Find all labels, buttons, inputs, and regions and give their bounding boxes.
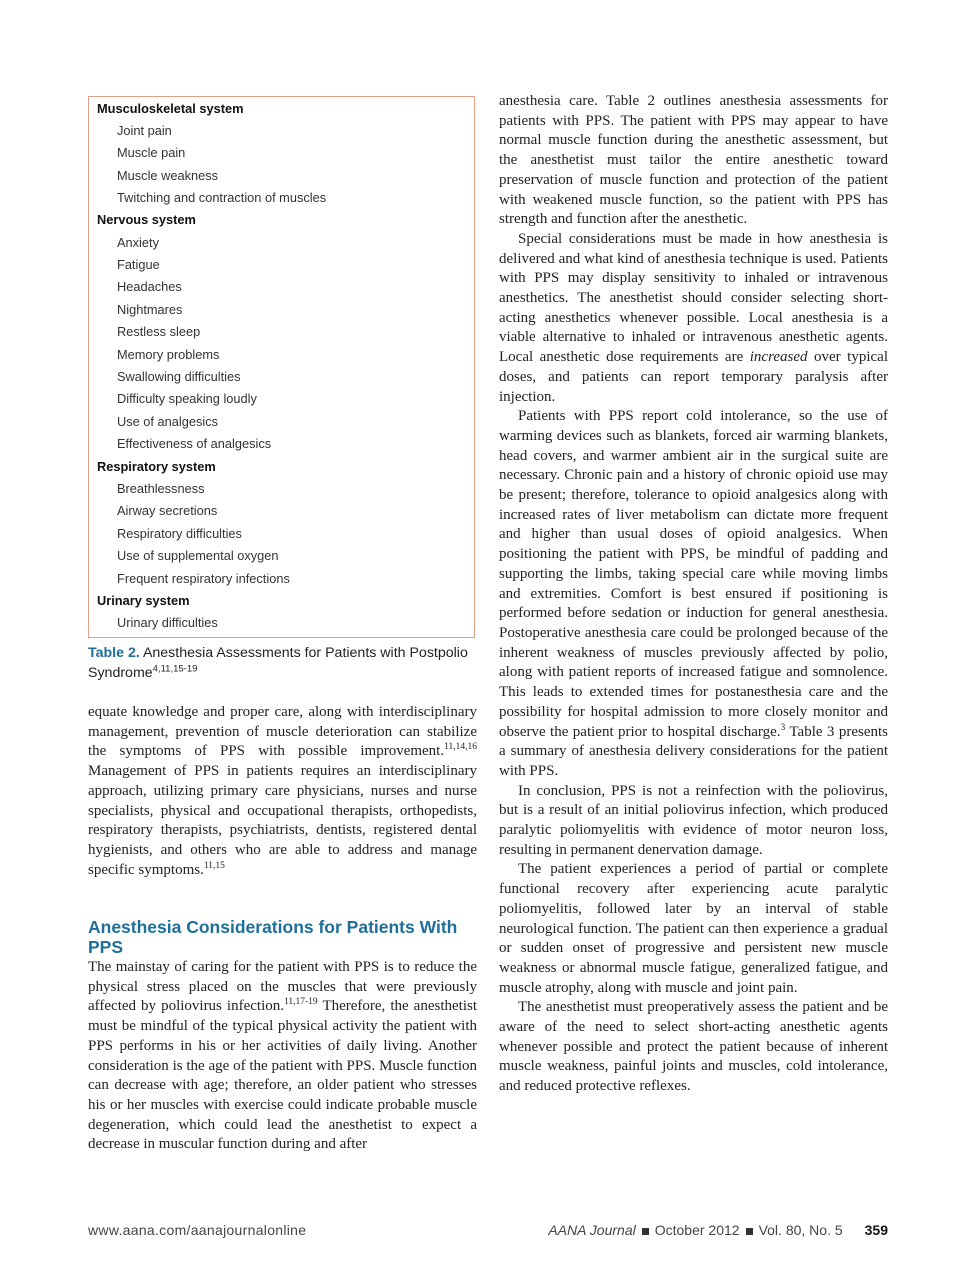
issue-date: October 2012 <box>654 1222 740 1238</box>
table-caption <box>88 644 475 683</box>
paragraph-text: The mainstay of caring for the patient with PPS is to reduce the physical stress placed on the muscles that were previously affected by poliovirus infection. <box>88 959 477 1015</box>
table-caption-label: Table 2. <box>88 645 140 661</box>
citation-ref: 11,15 <box>203 860 225 871</box>
table-row: Breathlessness <box>117 481 205 496</box>
table-row: Difficulty speaking loudly <box>117 391 257 406</box>
body-paragraph <box>499 230 888 407</box>
table-row: Nightmares <box>117 302 183 317</box>
body-paragraph <box>88 703 477 880</box>
body-paragraph: anesthesia care. Table 2 outlines anesthesia assessments for patients with PPS. The patient with PPS may appear to have normal muscle function during the anesthetic assessment, but the anesthetist must tailor the entire anesthetic toward preservation of muscle function and protection of the patient with weakened muscle function, so the patient with PPS has strength and function after the anesthetic. <box>499 93 888 228</box>
table-row: Memory problems <box>117 347 220 362</box>
table-row: Muscle pain <box>117 145 186 160</box>
table-row: Respiratory system <box>97 459 216 474</box>
paragraph-text: Special considerations must be made in how anesthesia is delivered and what kind of anesthesia technique is used. Patients with PPS may display sensitivity to inhaled or intravenous anesthetics. The anesthetist should consider selecting short-acting anesthetics whenever possible. Local anesthesia is a viable alternative to inhaled or intravenous anesthetic agents. Local anesthetic dose requirements are <box>499 230 888 366</box>
table-row: Joint pain <box>117 123 172 138</box>
paragraph-text: Management of PPS in patients requires an interdisciplinary approach, utilizing primary care physicians, nurses and nurse specialists, physical and occupational therapists, orthopedists, respiratory therapists, psychiatrists, dentists, registered dental hygienists, and others who are able to address and manage specific symptoms. <box>88 763 477 878</box>
footer-citation <box>548 1222 888 1238</box>
table-row: Anxiety <box>117 235 159 250</box>
table-row: Swallowing difficulties <box>117 369 241 384</box>
paragraph-text: Table 3 presents a summary of anesthesia delivery considerations for the patient with PPS. <box>499 723 888 779</box>
table-row: Fatigue <box>117 257 160 272</box>
volume-info: Vol. 80, No. 5 <box>758 1222 843 1238</box>
table-row: Twitching and contraction of muscles <box>117 190 327 205</box>
body-paragraph: The patient experiences a period of partial or complete functional recovery after experiencing acute paralytic poliomyelitis, followed later by an interval of stable neurological function. The patient can then experience a gradual or sudden onset of progressive and persistent new muscle weakness or abnormal muscle fatigue, generalized fatigue, and muscle atrophy, along with muscle and joint pain. <box>499 861 888 996</box>
citation-ref: 11,14,16 <box>444 742 477 753</box>
journal-name: AANA Journal <box>548 1222 636 1238</box>
table-row: Effectiveness of analgesics <box>117 436 272 451</box>
left-column-bottom <box>88 958 477 1155</box>
table-row: Musculoskeletal system <box>97 101 244 116</box>
right-column <box>499 92 888 1097</box>
citation-ref: 11,17-19 <box>284 997 318 1008</box>
paragraph-text: Therefore, the anesthetist must be mindful of the typical physical activity the patient with PPS performs in his or her activities of daily living. Another consideration is the age of the patient with PPS. Muscle function can decrease with age; therefore, an older patient who stresses his or her muscles with exercise could indicate probable muscle degeneration, which could lead the anesthetist to expect a decrease in muscular function during and after <box>88 998 478 1153</box>
table-row: Urinary difficulties <box>117 615 218 630</box>
section-heading: Anesthesia Considerations for Patients With PPS <box>88 917 458 957</box>
table-row: Respiratory difficulties <box>117 526 242 541</box>
footer-url[interactable]: www.aana.com/aanajournalonline <box>88 1222 307 1238</box>
table-row: Airway secretions <box>117 503 218 518</box>
citation-ref: 3 <box>780 722 786 733</box>
paragraph-text: Patients with PPS report cold intolerance, so the use of warming devices such as blankets, forced air warming blankets, head covers, and warmer ambient air in the surgical suite are necessary. Chronic pain and a history of chronic opioid use may be present; therefore, tolerance to opioid analgesics along with increased rates of liver metabolism can dictate more frequent and higher than usual doses of opioid analgesics. When positioning the patient with PPS, be mindful of padding and supporting the limbs, taking special care while moving limbs and extremities. Comfort is best ensured if positioning is performed before sedation or induction for general anesthesia. Postoperative anesthesia care could be prolonged because of the inherent weakness of muscles previously affected by polio, along with patient reports of increased fatigue and somnolence. This leads to extended times for postanesthesia care and the possibility for hospital admission to more closely monitor and observe the patient prior to hospital discharge. <box>499 408 888 740</box>
page-number: 359 <box>864 1222 888 1238</box>
paragraph-text: over typical doses, and patients can report temporary paralysis after injection. <box>499 349 888 405</box>
emphasis-text: increased <box>749 349 808 366</box>
paragraph-text: equate knowledge and proper care, along with interdisciplinary management, prevention of muscle deterioration can stabilize the symptoms of PPS with possible improvement. <box>88 704 477 760</box>
table-row: Urinary system <box>97 593 190 608</box>
table-row: Frequent respiratory infections <box>117 571 290 586</box>
bullet-separator <box>642 1228 649 1235</box>
bullet-separator <box>746 1228 753 1235</box>
body-paragraph <box>88 958 477 1155</box>
table-row: Nervous system <box>97 212 196 227</box>
table-row: Muscle weakness <box>117 168 218 183</box>
assessment-table <box>88 96 475 638</box>
table-row: Use of analgesics <box>117 414 219 429</box>
body-paragraph: The anesthetist must preoperatively assess the patient and be aware of the need to select short-acting anesthetic agents whenever possible and protect the patient because of inherent muscle weakness, painful joints and muscles, cold intolerance, and reduced protective reflexes. <box>499 999 888 1095</box>
body-paragraph <box>499 407 888 781</box>
table-row: Use of supplemental oxygen <box>117 548 279 563</box>
table-caption-text: Anesthesia Assessments for Patients with Postpolio Syndrome <box>88 645 468 681</box>
citation-ref: 4,11,15-19 <box>152 662 198 674</box>
table-row: Headaches <box>117 279 182 294</box>
body-paragraph: In conclusion, PPS is not a reinfection with the poliovirus, but is a result of an initial poliovirus infection, which produced paralytic poliomyelitis with evidence of motor neuron loss, resulting in permanent denervation damage. <box>499 782 888 858</box>
left-column-top <box>88 703 477 880</box>
table-row: Restless sleep <box>117 324 201 339</box>
